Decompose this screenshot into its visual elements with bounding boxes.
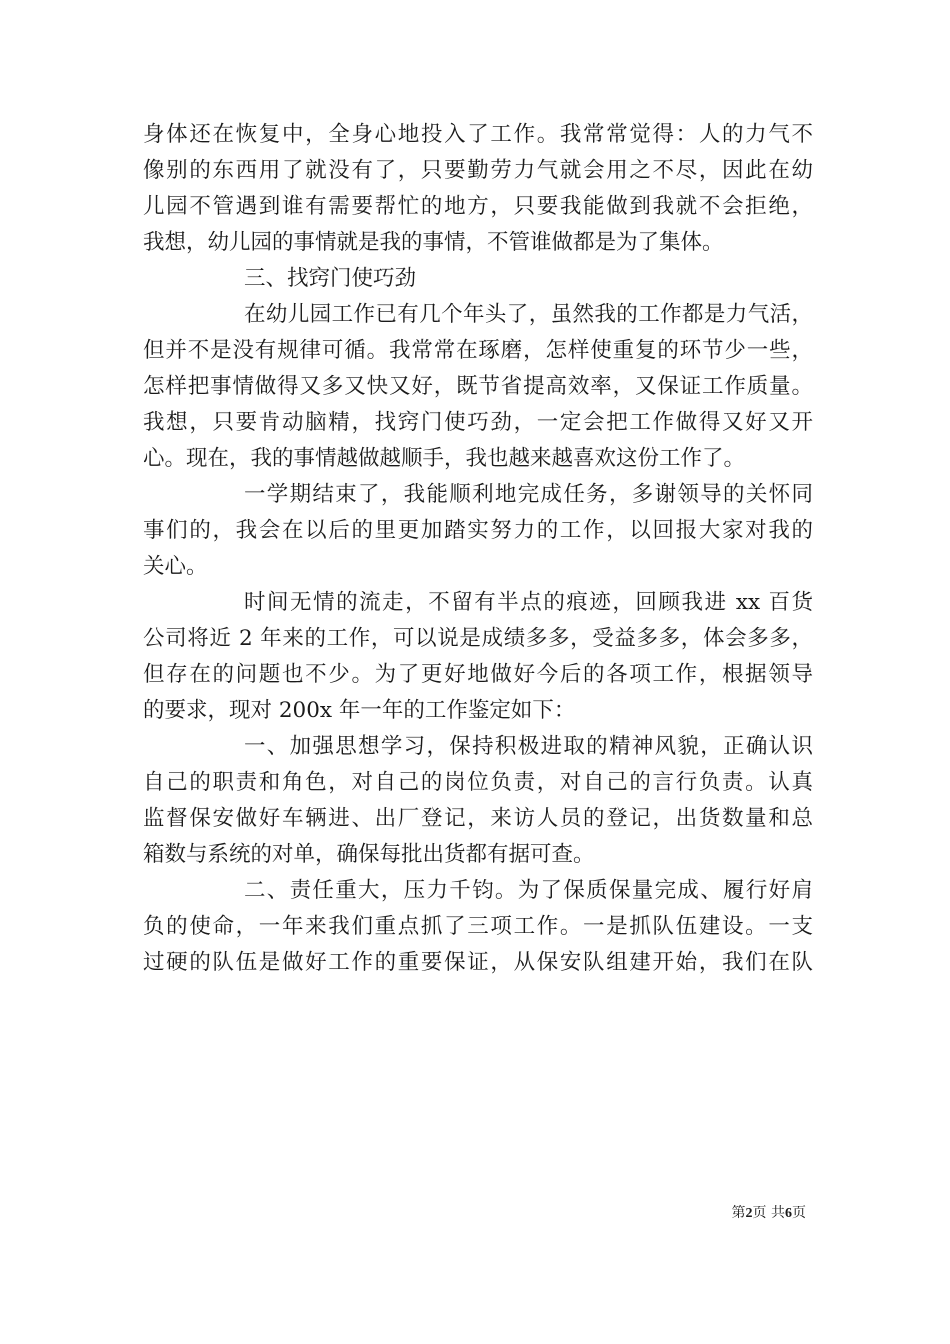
text-line: 的要求，现对 200x 年一年的工作鉴定如下： [143, 698, 576, 723]
footer-prefix: 第 [731, 1205, 746, 1221]
text-line: 箱数与系统的对单，确保每批出货都有据可查。 [143, 842, 595, 867]
current-page-number: 2 [745, 1206, 753, 1221]
text-line: 儿园不管遇到谁有需要帮忙的地方，只要我能做到我就不会拒绝， [143, 194, 813, 219]
text-line: 身体还在恢复中，全身心地投入了工作。我常常觉得：人的力气不 [143, 122, 813, 147]
paragraph-first-line: 二、责任重大，压力千钧。为了保质保量完成、履行好肩 [244, 878, 813, 903]
paragraph-first-line: 时间无情的流走，不留有半点的痕迹，回顾我进 xx 百货 [244, 590, 813, 615]
footer-middle: 页 共 [752, 1205, 785, 1221]
section-heading: 三、找窍门使巧劲 [244, 266, 417, 291]
text-line: 自己的职责和角色，对自己的岗位负责，对自己的言行负责。认真 [143, 770, 813, 795]
text-line: 监督保安做好车辆进、出厂登记，来访人员的登记，出货数量和总 [143, 806, 813, 831]
page-footer [732, 1204, 806, 1223]
text-line: 我想，幼儿园的事情就是我的事情，不管谁做都是为了集体。 [143, 230, 724, 255]
text-line: 负的使命，一年来我们重点抓了三项工作。一是抓队伍建设。一支 [143, 914, 813, 939]
text-line: 公司将近 2 年来的工作，可以说是成绩多多，受益多多，体会多多， [143, 626, 813, 651]
footer-suffix: 页 [792, 1205, 806, 1221]
text-line: 事们的，我会在以后的里更加踏实努力的工作，以回报大家对我的 [143, 518, 813, 543]
text-line: 我想，只要肯动脑精，找窍门使巧劲，一定会把工作做得又好又开 [143, 410, 813, 435]
text-line: 过硬的队伍是做好工作的重要保证，从保安队组建开始，我们在队 [143, 950, 813, 975]
total-pages-number: 6 [785, 1206, 792, 1221]
paragraph-first-line: 一、加强思想学习，保持积极进取的精神风貌，正确认识 [244, 734, 813, 759]
text-line: 像别的东西用了就没有了，只要勤劳力气就会用之不尽，因此在幼 [143, 158, 813, 183]
text-line: 心。现在，我的事情越做越顺手，我也越来越喜欢这份工作了。 [143, 446, 746, 471]
text-line: 怎样把事情做得又多又快又好，既节省提高效率，又保证工作质量。 [143, 374, 813, 399]
text-line: 但并不是没有规律可循。我常常在琢磨，怎样使重复的环节少一些， [143, 338, 813, 363]
paragraph-first-line: 在幼儿园工作已有几个年头了，虽然我的工作都是力气活， [244, 302, 813, 327]
text-line: 但存在的问题也不少。为了更好地做好今后的各项工作，根据领导 [143, 662, 813, 687]
text-line: 关心。 [143, 554, 208, 579]
paragraph-first-line: 一学期结束了，我能顺利地完成任务，多谢领导的关怀同 [244, 482, 813, 507]
